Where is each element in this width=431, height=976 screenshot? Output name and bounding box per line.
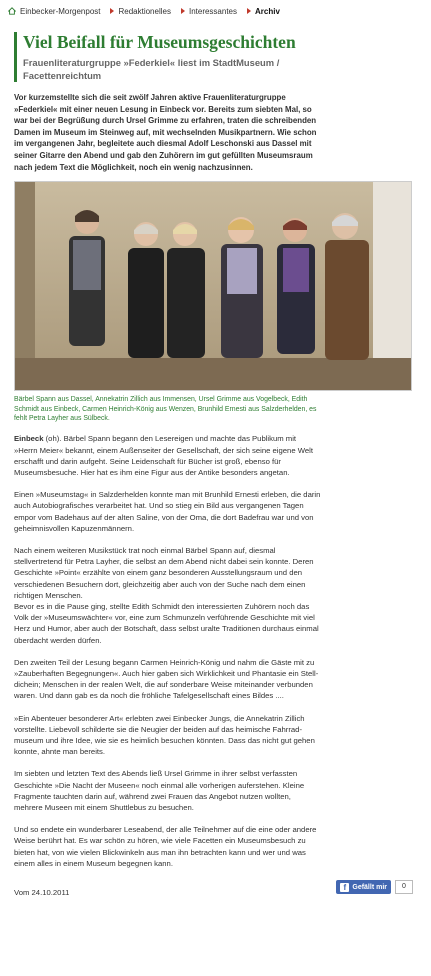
- facebook-like-count: 0: [395, 880, 413, 894]
- photo-caption: Bärbel Spann aus Dassel, Annekatrin Zillich aus Immensen, Ursel Grimme aus Vogelbeck, Edith Schmidt aus Einbeck, Carmen Heinrich-König aus Wenzen, Brunhild Ernesti aus Salzderhelden, es fehlt Petra Layher aus Sülbeck.: [14, 396, 317, 422]
- paragraph-7: Und so endete ein wunderbarer Leseabend, der alle Teilnehmer auf die eine oder andere Weise berührt hat. Es war schön zu hören, wie viele Facetten ein Museumsbesuch zu bieten hat, von wie vielen Blickwinkeln aus man ihn betrachten kann und wer und was einem alles in einem Museum begegnen kann.: [14, 825, 317, 868]
- breadcrumb-label: Archiv: [255, 6, 280, 16]
- title-block: [14, 32, 417, 82]
- facebook-like: [336, 880, 413, 894]
- breadcrumb-label: Interessantes: [188, 6, 237, 16]
- arrow-right-icon: [247, 8, 251, 14]
- facebook-like-label: Gefällt mir: [352, 883, 387, 891]
- dateline: Einbeck: [14, 434, 44, 444]
- breadcrumb-item-redaktionelles[interactable]: [110, 7, 170, 16]
- paragraph-3: Nach einem weiteren Musikstück trat noch einmal Bärbel Spann auf, diesmal stellvertretend für Petra Layher, die selbst an dem Abend nicht dabei sein konnte. Deren Geschichte »Point« erzählte von einem ganz besonderen Ausstellungsraum und den verschiedenen Besuchern dort, gleichzeitig aber auch von der Suche nach dem einen richtigen Menschen. Bevor es in die Pause ging, stellte Edith Schmidt den interessierten Zuhörern noch das Volk der »Museumswächter« vor, eine zum Schmunzeln verführende Geschichte mit viel Herz und Humor, aber auch der Botschaft, dass selbst uralte Traditionen durchaus einmal überdacht werden dürfen.: [14, 546, 319, 645]
- breadcrumb: [8, 0, 423, 22]
- group-photo-illustration: [15, 182, 411, 390]
- article-title: Viel Beifall für Museumsgeschichten: [23, 32, 296, 52]
- arrow-right-icon: [181, 8, 185, 14]
- paragraph-5: »Ein Abenteuer besonderer Art« erlebten zwei Einbecker Jungs, die Annekatrin Zillich vorstellte. Liebevoll schilderte sie die Neugier der beiden auf das heimische Fahrrad- museum und ihre Idee, wie sie es heimlich besuchen könnten. Dass das nicht gut gehen konnte, ahnte man bereits.: [14, 713, 315, 757]
- paragraph-1: Einbeck (oh). Bärbel Spann begann den Lesereigen und machte das Publikum mit »Herrn Meier« bekannt, einem Außenseiter der Gesellschaft, der sich seine eigene Welt erschafft und darin aufgeht. Seine Leidenschaft für Bücher ist groß, ebenso für Museumsbesuche. Hier hat es ihm eine Figur aus der Antike besonders angetan.: [14, 434, 313, 477]
- arrow-right-icon: [110, 8, 114, 14]
- article-footer: [14, 880, 417, 902]
- home-icon: [8, 7, 16, 15]
- breadcrumb-item-archiv: [247, 7, 280, 16]
- group-photo: [14, 181, 412, 391]
- publish-date: Vom 24.10.2011: [14, 888, 70, 898]
- breadcrumb-label: Einbecker-Morgenpost: [20, 6, 101, 16]
- paragraph-2: Einen »Museumstag« in Salzderhelden konnte man mit Brunhild Ernesti erleben, die darin auch Autobiografisches verarbeitet hat. Und so stieg ein Bild aus vergangenen Tagen empor vom Badehaus auf der alten Saline, von der Oma, die dort Badefrau war und von geheimnisvollen Kapuzenmännern.: [14, 490, 321, 533]
- breadcrumb-label: Redaktionelles: [118, 6, 171, 16]
- paragraph-6: Im siebten und letzten Text des Abends ließ Ursel Grimme in ihrer selbst verfassten Geschichte »Die Nacht der Museen« noch einmal alle vorherigen auferstehen. Kleine Fragmente tauchten darin auf, während zwei Frauen das Angebot nutzen wollten, mehrere Museen mit einem Shuttlebus zu besuchen.: [14, 769, 305, 813]
- article-subtitle: Frauenliteraturgruppe »Federkiel« liest im StadtMuseum / Facettenreichtum: [23, 57, 280, 81]
- article-lead: Vor kurzemstellte sich die seit zwölf Jahren aktive Frauenliteraturgruppe »Federkiel« mit einer neuen Lesung in Einbeck vor. Bereits zum siebten Mal, so war bei der Begrüßung durch Ursel Grimme zu erfahren, traten die schreibenden Damen im Museum im Steinweg auf, mit wechselnden Musikpartnern. Wie schon im vergangenen Jahr, begleitete auch diesmal Adolf Leschonski aus Dassel mit seiner Gitarre den Abend und gab den Zuhörern im gut gefüllten Museumsraum nach jedem Text die Möglichkeit, noch ein wenig nachzusinnen.: [14, 93, 317, 172]
- facebook-icon: f: [340, 883, 349, 892]
- facebook-like-button[interactable]: [336, 880, 391, 894]
- breadcrumb-item-home[interactable]: [8, 7, 100, 16]
- article: [8, 22, 423, 902]
- paragraph-4: Den zweiten Teil der Lesung begann Carmen Heinrich-König und nahm die Gäste mit zu »Zauberhaften Begegnungen«. Auch hier gaben sich Wirklichkeit und Phantasie ein Stell- dichein; Menschen in der realen Welt, die auf sonderbare Weise miteinander verbunden waren. Und dann gab es da noch die fröhliche Tafelgesellschaft eines Bildes ....: [14, 657, 319, 701]
- breadcrumb-item-interessantes[interactable]: [181, 7, 237, 16]
